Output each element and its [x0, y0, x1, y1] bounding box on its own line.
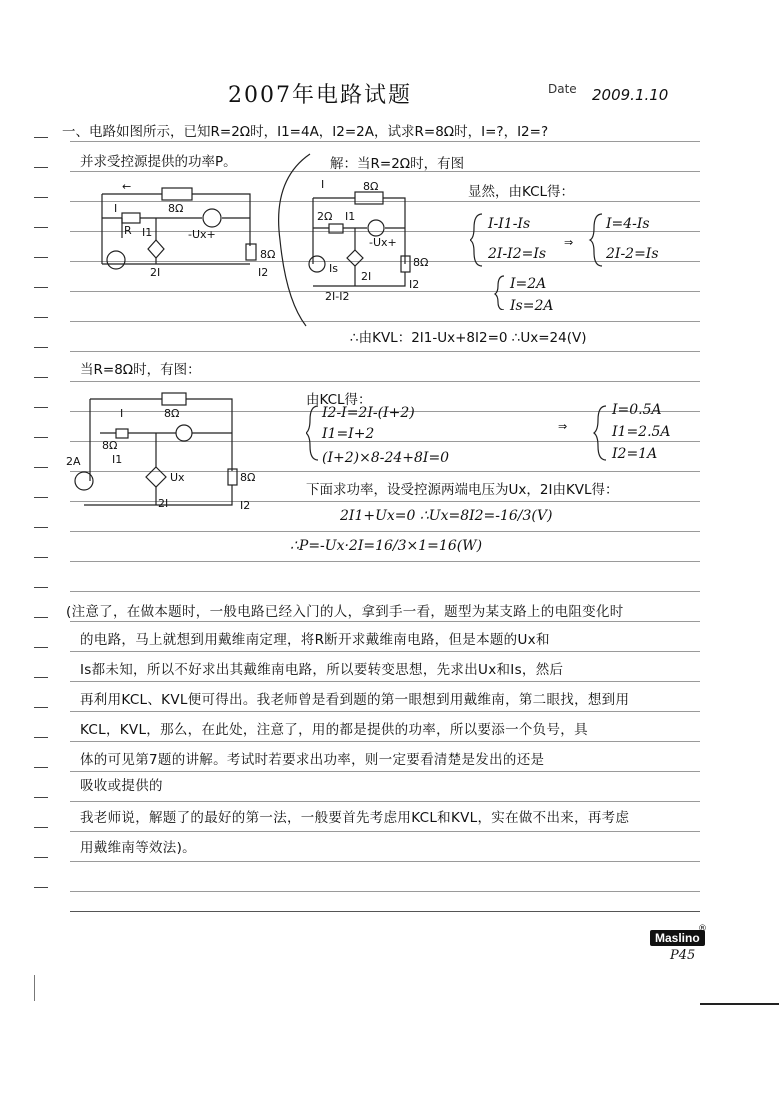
- svg-text:⇒: ⇒: [564, 236, 574, 249]
- sys2-eq-2: I1=I+2: [322, 426, 375, 442]
- svg-text:I: I: [321, 180, 325, 191]
- margin-tick: [34, 887, 48, 888]
- registered-mark: ®: [698, 924, 707, 934]
- margin-tick: [34, 587, 48, 588]
- ruled-line: [70, 771, 700, 772]
- ruled-line: [70, 911, 700, 912]
- circuit-diagram-r2: [305, 180, 435, 310]
- margin-tick: [34, 527, 48, 528]
- svg-text:8Ω: 8Ω: [102, 439, 118, 452]
- margin-tick: [34, 317, 48, 318]
- ruled-line: [70, 681, 700, 682]
- ruled-line: [70, 861, 700, 862]
- margin-tick: [34, 647, 48, 648]
- bottom-margin-mark: [34, 975, 35, 1001]
- sys1-eq-2: 2I-I2=Is: [488, 246, 547, 262]
- kvl-line-1: ∴由KVL：2I1-Ux+8I2=0 ∴Ux=24(V): [350, 330, 587, 346]
- svg-text:2I: 2I: [361, 270, 372, 283]
- note-line-1: (注意了，在做本题时，一般电路已经入门的人，拿到手一看，题型为某支路上的电阻变化时: [66, 604, 624, 620]
- problem-line-1: 一、电路如图所示，已知R=2Ω时，I1=4A，I2=2A，试求R=8Ω时，I=?，I2=?: [62, 124, 549, 140]
- svg-text:I1: I1: [345, 210, 356, 223]
- ruled-line: [70, 531, 700, 532]
- solution-2-heading: 当R=8Ω时，有图：: [80, 362, 201, 378]
- svg-text:2A: 2A: [66, 455, 81, 468]
- svg-text:I2: I2: [258, 266, 269, 279]
- margin-tick: [34, 167, 48, 168]
- margin-tick: [34, 617, 48, 618]
- note-line-9: 用戴维南等效法)。: [80, 840, 196, 856]
- note-line-5: KCL，KVL，那么，在此处，注意了，用的都是提供的功率，所以要添一个负号，具: [80, 722, 588, 738]
- svg-text:←: ←: [122, 180, 132, 193]
- margin-tick: [34, 767, 48, 768]
- ruled-line: [70, 741, 700, 742]
- ruled-line: [70, 831, 700, 832]
- svg-text:2I: 2I: [150, 266, 161, 279]
- margin-tick: [34, 227, 48, 228]
- svg-text:2Ω: 2Ω: [317, 210, 333, 223]
- margin-tick: [34, 497, 48, 498]
- margin-tick: [34, 467, 48, 468]
- margin-tick: [34, 437, 48, 438]
- margin-tick: [34, 677, 48, 678]
- sys2-result-3: I2=1A: [612, 446, 658, 462]
- sys1-result-1: I=2A: [510, 276, 547, 292]
- note-line-3: Is都未知，所以不好求出其戴维南电路，所以要转变思想，先求出Ux和Is，然后: [80, 662, 564, 678]
- margin-tick: [34, 377, 48, 378]
- svg-text:8Ω: 8Ω: [168, 202, 184, 215]
- date-value: 2009.1.10: [592, 86, 669, 104]
- sys1-eq-4: 2I-2=Is: [606, 246, 659, 262]
- solution-1-kcl-label: 显然，由KCL得：: [468, 184, 575, 200]
- svg-text:I2: I2: [409, 278, 420, 291]
- margin-tick: [34, 827, 48, 828]
- ruled-line: [70, 711, 700, 712]
- svg-text:8Ω: 8Ω: [260, 248, 276, 261]
- margin-tick: [34, 857, 48, 858]
- ruled-line: [70, 141, 700, 142]
- sys2-result-2: I1=2.5A: [612, 424, 671, 440]
- margin-tick: [34, 287, 48, 288]
- ruled-line: [70, 801, 700, 802]
- svg-text:R: R: [124, 224, 132, 237]
- note-line-2: 的电路，马上就想到用戴维南定理，将R断开求戴维南电路，但是本题的Ux和: [80, 632, 550, 648]
- ruled-line: [70, 381, 700, 382]
- svg-text:I1: I1: [142, 226, 153, 239]
- margin-tick: [34, 797, 48, 798]
- note-line-4: 再利用KCL、KVL便可得出。我老师曾是看到题的第一眼想到用戴维南，第二眼找，想到用: [80, 692, 630, 708]
- margin-tick: [34, 707, 48, 708]
- svg-text:8Ω: 8Ω: [164, 407, 180, 420]
- date-label: Date: [548, 82, 577, 96]
- ruled-line: [70, 651, 700, 652]
- svg-text:-Ux+: -Ux+: [188, 228, 216, 241]
- sys1-result-2: Is=2A: [510, 298, 554, 314]
- svg-text:8Ω: 8Ω: [240, 471, 256, 484]
- sys2-eq-1: I2-I=2I-(I+2): [322, 405, 415, 421]
- power-eq: 2I1+Ux=0 ∴Ux=8I2=-16/3(V): [340, 508, 553, 524]
- note-line-7: 吸收或提供的: [80, 778, 163, 794]
- svg-text:-Ux+: -Ux+: [369, 236, 397, 249]
- note-line-6: 体的可见第7题的讲解。考试时若要求出功率，则一定要看清楚是发出的还是: [80, 752, 545, 768]
- sys1-eq-1: I-I1-Is: [488, 216, 531, 232]
- solution-1-heading: 解：当R=2Ω时，有图: [330, 156, 465, 172]
- circuit-diagram-original: [92, 178, 277, 293]
- brand-logo: Maslino: [650, 930, 705, 946]
- ruled-line: [70, 321, 700, 322]
- note-line-8: 我老师说，解题了的最好的第一法，一般要首先考虑用KCL和KVL，实在做不出来，再考虑: [80, 810, 630, 826]
- sys2-eq-3: (I+2)×8-24+8I=0: [322, 450, 450, 466]
- bottom-edge-line: [700, 1003, 779, 1005]
- problem-line-2: 并求受控源提供的功率P。: [80, 154, 237, 170]
- solution-2-kcl-label: 由KCL得：: [306, 392, 372, 408]
- svg-text:I: I: [120, 407, 124, 420]
- margin-tick: [34, 137, 48, 138]
- svg-text:⇒: ⇒: [558, 420, 568, 433]
- margin-tick: [34, 557, 48, 558]
- margin-tick: [34, 407, 48, 408]
- svg-text:2I-I2: 2I-I2: [325, 290, 350, 303]
- margin-tick: [34, 347, 48, 348]
- svg-text:Is: Is: [329, 262, 338, 275]
- svg-text:8Ω: 8Ω: [413, 256, 429, 269]
- svg-text:2I: 2I: [158, 497, 169, 510]
- ruled-line: [70, 891, 700, 892]
- svg-text:8Ω: 8Ω: [363, 180, 379, 193]
- ruled-line: [70, 561, 700, 562]
- svg-text:Ux: Ux: [170, 471, 185, 484]
- power-result: ∴P=-Ux·2I=16/3×1=16(W): [290, 538, 483, 554]
- page-number: P45: [670, 948, 696, 963]
- circuit-diagram-r8: [66, 385, 266, 515]
- sys1-eq-3: I=4-Is: [606, 216, 650, 232]
- margin-tick: [34, 737, 48, 738]
- page-title: 2007年电路试题: [228, 83, 412, 108]
- margin-tick: [34, 257, 48, 258]
- ruled-line: [70, 621, 700, 622]
- svg-text:I1: I1: [112, 453, 123, 466]
- power-line: 下面求功率，设受控源两端电压为Ux，2I由KVL得：: [306, 482, 619, 498]
- margin-tick: [34, 197, 48, 198]
- ruled-line: [70, 351, 700, 352]
- ruled-line: [70, 591, 700, 592]
- svg-text:I2: I2: [240, 499, 251, 512]
- svg-text:I: I: [114, 202, 118, 215]
- sys2-result-1: I=0.5A: [612, 402, 662, 418]
